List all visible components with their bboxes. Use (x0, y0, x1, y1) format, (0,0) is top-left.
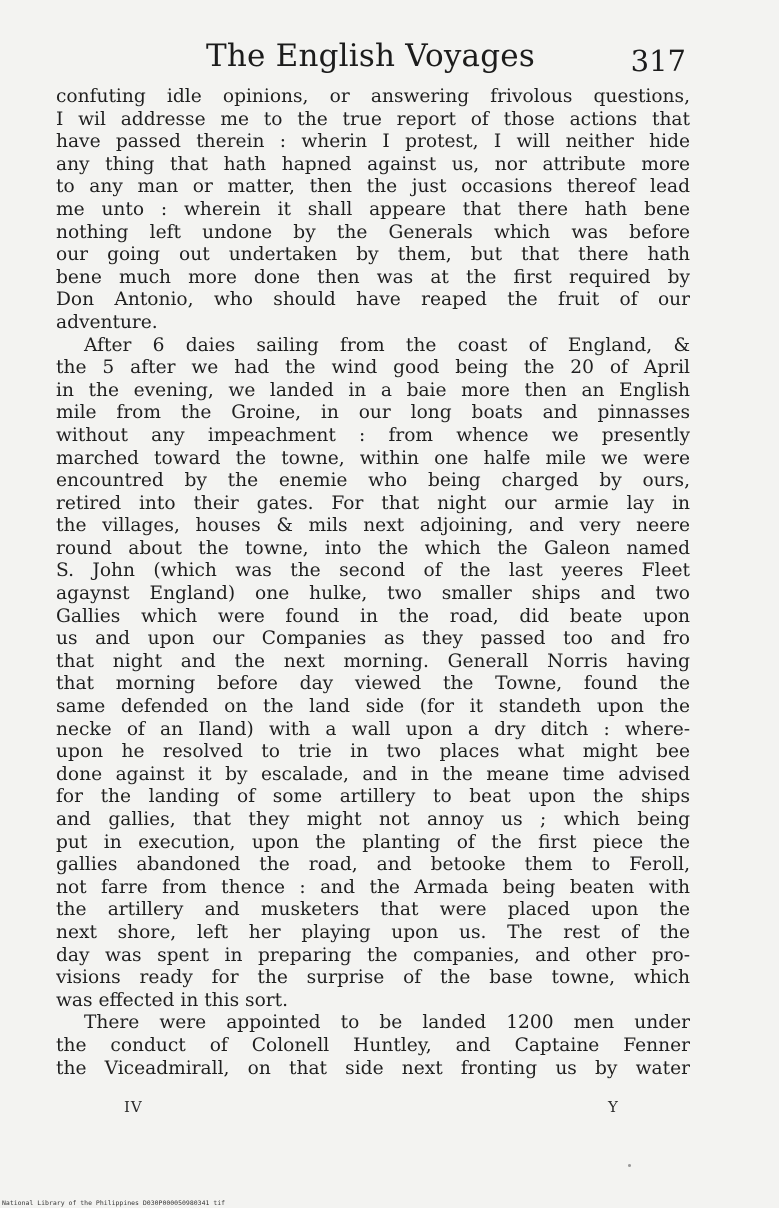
text-line: encountred by the enemie who being charged by ours, (56, 470, 690, 492)
text-line: day was spent in preparing the companies, and other pro- (56, 944, 690, 966)
text-line: to any man or matter, then the just occasions thereof lead (56, 176, 690, 198)
text-line: was effected in this sort. (56, 989, 289, 1011)
text-line: same defended on the land side (for it standeth upon the (56, 696, 690, 718)
text-line: the conduct of Colonell Huntley, and Captaine Fenner (56, 1034, 690, 1056)
text-line: There were appointed to be landed 1200 men under (84, 1012, 690, 1034)
text-line: Don Antonio, who should have reaped the fruit of our (56, 289, 690, 311)
text-line: me unto : wherein it shall appeare that there hath bene (56, 198, 690, 220)
text-line: Gallies which were found in the road, did beate upon (56, 605, 690, 627)
page-header (56, 38, 690, 82)
text-line: agaynst England) one hulke, two smaller ships and two (56, 583, 690, 605)
text-line: that morning before day viewed the Towne, found the (56, 673, 690, 695)
text-line: round about the towne, into the which the Galeon named (56, 537, 690, 559)
text-line: the Viceadmirall, on that side next fronting us by water (56, 1057, 690, 1079)
text-line: I wil addresse me to the true report of those actions that (56, 108, 690, 130)
page-footer (56, 1098, 690, 1122)
text-line: upon he resolved to trie in two places what might bee (56, 741, 690, 763)
body-text (56, 86, 690, 1080)
text-line: without any impeachment : from whence we presently (56, 424, 690, 446)
text-line: put in execution, upon the planting of the first piece the (56, 831, 690, 853)
text-line: any thing that hath hapned against us, nor attribute more (56, 153, 690, 175)
text-line: our going out undertaken by them, but that there hath (56, 244, 690, 266)
signature-mark-left: IV (124, 1098, 143, 1116)
text-line: marched toward the towne, within one halfe mile we were (56, 447, 690, 469)
signature-mark-right: Y (608, 1098, 618, 1116)
text-line: S. John (which was the second of the last yeeres Fleet (56, 560, 690, 582)
text-line: gallies abandoned the road, and betooke them to Feroll, (56, 854, 690, 876)
text-line: retired into their gates. For that night our armie lay in (56, 492, 690, 514)
text-line: adventure. (56, 311, 158, 333)
text-line: mile from the Groine, in our long boats and pinnasses (56, 402, 690, 424)
scan-speck (628, 1164, 631, 1167)
text-line: After 6 daies sailing from the coast of England, & (84, 334, 690, 356)
scan-caption: National Library of the Philippines D030P000050980341 tif (2, 1199, 226, 1207)
page-number: 317 (630, 44, 686, 78)
text-line: in the evening, we landed in a baie more then an English (56, 379, 690, 401)
text-line: not farre from thence : and the Armada being beaten with (56, 876, 690, 898)
text-line: and gallies, that they might not annoy us ; which being (56, 809, 690, 830)
text-line: for the landing of some artillery to beat upon the ships (56, 786, 690, 808)
text-line: next shore, left her playing upon us. The rest of the (56, 921, 690, 943)
text-line: have passed therein : wherin I protest, I will neither hide (56, 131, 690, 153)
text-line: the artillery and musketers that were placed upon the (56, 899, 690, 921)
text-line: that night and the next morning. Generall Norris having (56, 650, 690, 672)
text-line: nothing left undone by the Generals which was before (56, 221, 690, 243)
text-line: us and upon our Companies as they passed too and fro (56, 628, 690, 650)
text-line: necke of an Iland) with a wall upon a dry ditch : where- (56, 718, 690, 740)
text-line: the 5 after we had the wind good being the 20 of April (56, 357, 690, 379)
text-line: done against it by escalade, and in the meane time advised (56, 763, 690, 785)
running-title: The English Voyages (206, 38, 535, 74)
text-line: confuting idle opinions, or answering frivolous questions, (56, 86, 690, 107)
text-line: visions ready for the surprise of the base towne, which (56, 967, 690, 989)
text-line: bene much more done then was at the first required by (56, 266, 690, 288)
text-line: the villages, houses & mils next adjoining, and very neere (56, 515, 690, 537)
